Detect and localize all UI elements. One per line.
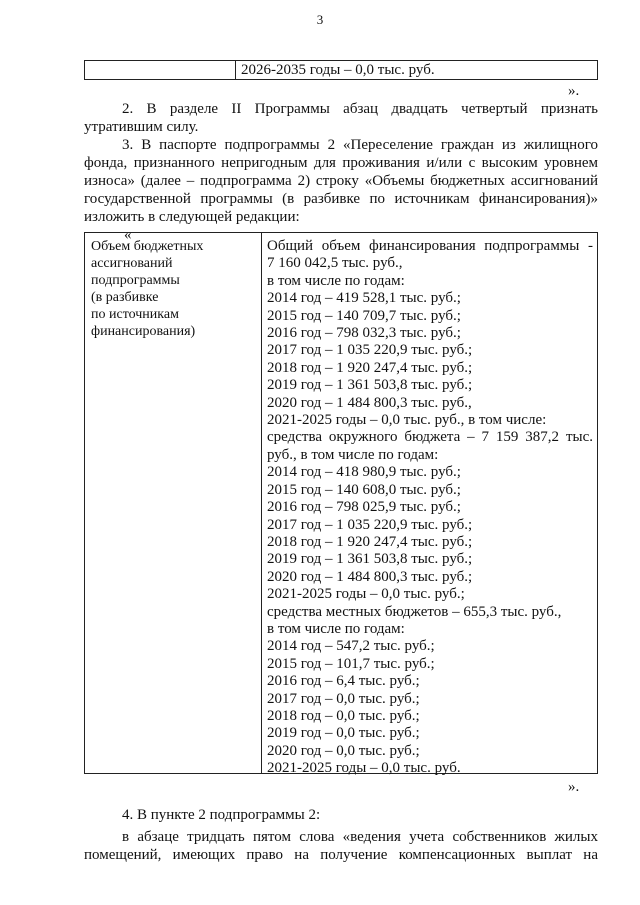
value-line: 2019 год – 1 361 503,8 тыс. руб.; [267,377,473,394]
opening-quote-mark: « [124,227,132,243]
value-line: 7 160 042,5 тыс. руб., [267,255,403,272]
table-cell-years-2026-2035: 2026-2035 годы – 0,0 тыс. руб. [241,62,435,78]
value-line: 2020 год – 1 484 800,3 тыс. руб., [267,394,472,411]
value-line: 2021-2025 годы – 0,0 тыс. руб.; [267,586,465,603]
value-line: 2017 год – 0,0 тыс. руб.; [267,690,420,707]
value-line: 2021-2025 годы – 0,0 тыс. руб., в том числе: [267,412,547,429]
paragraph-3 [84,136,598,226]
funding-table [84,232,598,777]
table-row-header-cell [91,238,256,340]
value-line: 2019 год – 0,0 тыс. руб.; [267,725,420,742]
value-line: 2016 год – 798 032,3 тыс. руб.; [267,325,461,342]
value-line: 2017 год – 1 035 220,9 тыс. руб.; [267,342,473,359]
closing-quote-mark: ». [568,779,580,795]
header-line: подпрограммы [91,273,180,288]
table-value-cell [267,238,593,778]
header-line: финансирования) [91,324,196,339]
header-line: (в разбивке [91,290,159,305]
value-line: 2015 год – 140 608,0 тыс. руб.; [267,481,461,498]
closing-quote-mark: ». [568,83,580,99]
paragraph-line: 2. В разделе II Программы абзац двадцать четвертый признать [122,101,598,117]
value-line: 2014 год – 547,2 тыс. руб.; [267,638,435,655]
value-line: 2014 год – 419 528,1 тыс. руб.; [267,290,461,307]
value-line: 2016 год – 6,4 тыс. руб.; [267,673,420,690]
value-line: руб., в том числе по годам: [267,446,439,463]
table-column-divider [235,61,236,79]
header-line: ассигнований [91,256,173,271]
value-line: 2020 год – 1 484 800,3 тыс. руб.; [267,568,473,585]
value-line: 2019 год – 1 361 503,8 тыс. руб.; [267,551,473,568]
value-line: 2018 год – 0,0 тыс. руб.; [267,707,420,724]
page-number: 3 [316,12,324,27]
paragraph-line: изложить в следующей редакции: [84,209,300,225]
value-line: в том числе по годам: [267,272,405,289]
value-line: 2016 год – 798 025,9 тыс. руб.; [267,499,461,516]
paragraph-line: в абзаце тридцать пятом слова «ведения учета собственников жилых [122,829,598,845]
paragraph-line: государственной программы (в разбивке по источникам финансирования)» [84,191,598,207]
continued-table-row [84,60,598,80]
paragraph-line: 3. В паспорте подпрограммы 2 «Переселение граждан из жилищного [122,137,598,153]
value-line: 2017 год – 1 035 220,9 тыс. руб.; [267,516,473,533]
value-line: 2015 год – 101,7 тыс. руб.; [267,655,435,672]
paragraph-line: помещений, имеющих право на получение компенсационных выплат на [84,847,598,863]
paragraph-line: фонда, признанного непригодным для проживания и/или с высоким уровнем [84,155,598,171]
value-line: в том числе по годам: [267,620,405,637]
value-line: 2018 год – 1 920 247,4 тыс. руб.; [267,359,473,376]
table-column-divider [261,233,262,773]
value-line: 2015 год – 140 709,7 тыс. руб.; [267,307,461,324]
paragraph-5 [84,828,598,864]
value-line: Общий объем финансирования подпрограммы - [267,238,593,254]
paragraph-line: износа» (далее – подпрограмма 2) строку «Объемы бюджетных ассигнований [84,173,598,189]
header-line: Объем бюджетных [91,239,204,254]
value-line: средства местных бюджетов – 655,3 тыс. руб., [267,603,562,620]
paragraph-line: утратившим силу. [84,119,199,135]
header-line: по источникам [91,307,179,322]
paragraph-line: 4. В пункте 2 подпрограммы 2: [122,807,321,823]
paragraph-2 [84,100,598,136]
value-line: 2021-2025 годы – 0,0 тыс. руб. [267,760,461,777]
value-line: средства окружного бюджета – 7 159 387,2 тыс. [267,429,593,446]
paragraph-4 [84,806,598,824]
value-line: 2014 год – 418 980,9 тыс. руб.; [267,464,461,481]
value-line: 2020 год – 0,0 тыс. руб.; [267,742,420,759]
value-line: 2018 год – 1 920 247,4 тыс. руб.; [267,533,473,550]
